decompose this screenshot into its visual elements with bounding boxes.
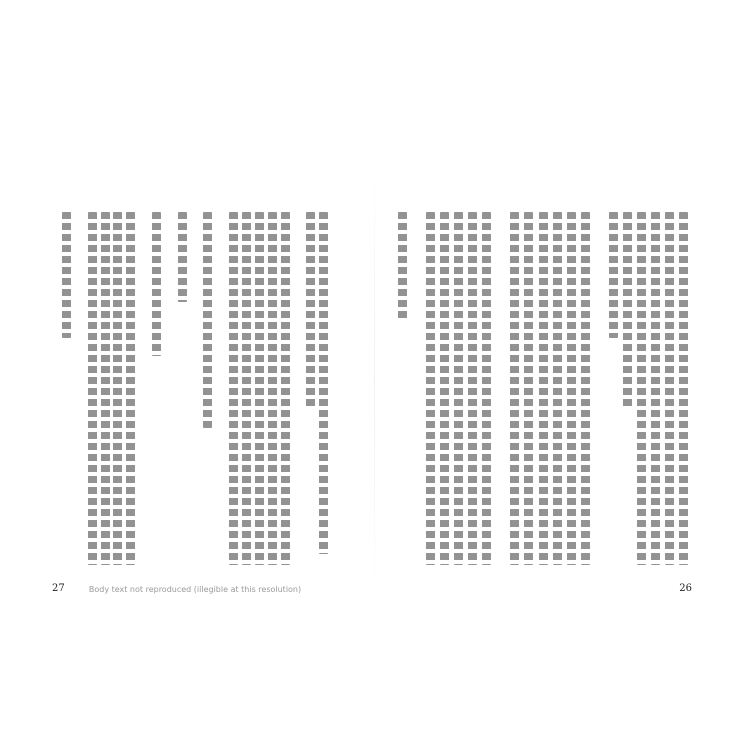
text-column bbox=[553, 212, 562, 565]
text-column bbox=[609, 212, 618, 338]
text-column bbox=[510, 212, 519, 565]
text-column bbox=[229, 212, 238, 565]
text-column bbox=[255, 212, 264, 565]
text-column bbox=[152, 212, 161, 356]
text-column bbox=[281, 212, 290, 565]
text-column bbox=[539, 212, 548, 565]
text-column bbox=[268, 212, 277, 565]
right-page bbox=[375, 0, 750, 750]
text-column bbox=[113, 212, 122, 565]
text-column bbox=[88, 212, 97, 565]
text-column bbox=[178, 212, 187, 302]
text-column bbox=[651, 212, 660, 565]
text-column bbox=[62, 212, 71, 338]
text-column bbox=[426, 212, 435, 565]
text-column bbox=[398, 212, 407, 320]
text-column bbox=[665, 212, 674, 565]
right-body-text bbox=[395, 212, 691, 572]
text-column bbox=[454, 212, 463, 565]
left-body-note: Body text not reproduced (illegible at this resolution) bbox=[88, 585, 302, 594]
text-column bbox=[440, 212, 449, 565]
text-column bbox=[637, 212, 646, 565]
text-column bbox=[581, 212, 590, 565]
text-column bbox=[203, 212, 212, 428]
text-column bbox=[482, 212, 491, 565]
text-column bbox=[623, 212, 632, 410]
text-column bbox=[679, 212, 688, 565]
text-column bbox=[242, 212, 251, 565]
text-column bbox=[306, 212, 315, 410]
text-column bbox=[319, 212, 328, 554]
right-page-number: 26 bbox=[679, 583, 692, 594]
left-body-text bbox=[60, 212, 330, 594]
text-column bbox=[101, 212, 110, 565]
left-page-number: 27 bbox=[52, 583, 65, 594]
text-column bbox=[567, 212, 576, 565]
text-column bbox=[126, 212, 135, 565]
text-column bbox=[524, 212, 533, 565]
text-column bbox=[468, 212, 477, 565]
